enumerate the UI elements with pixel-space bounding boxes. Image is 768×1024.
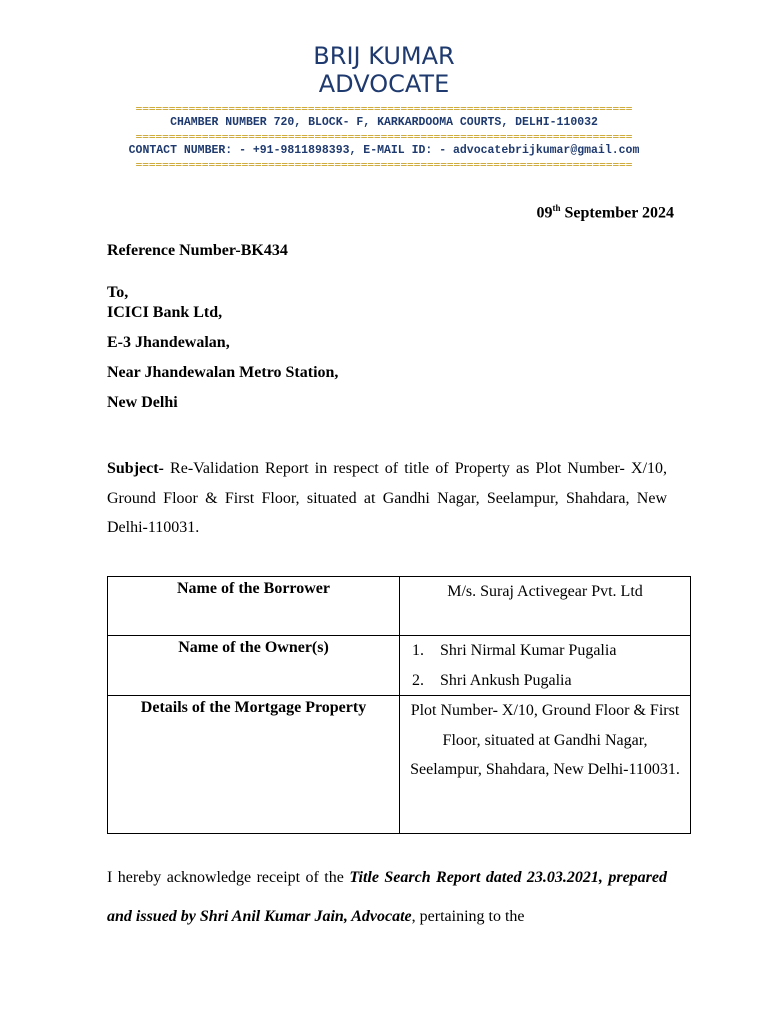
recipient-line-1: ICICI Bank Ltd, (107, 304, 223, 321)
firm-name-line2: ADVOCATE (318, 70, 450, 98)
details-table (107, 576, 691, 834)
subject-label: Subject- (107, 460, 164, 477)
ack-prefix: I hereby acknowledge receipt of the (107, 869, 350, 886)
ack-suffix: , pertaining to the (411, 908, 525, 925)
subject-text: Re-Validation Report in respect of title of Property as Plot Number- X/10, Ground Floor & First Floor, situated at Gandhi Nagar, Seelampur, Shahdara, New Delhi-110031. (107, 460, 668, 536)
owner-label: Name of the Owner(s) (108, 636, 400, 696)
chamber-address: CHAMBER NUMBER 720, BLOCK- F, KARKARDOOMA COURTS, DELHI-110032 (170, 116, 598, 129)
date-suffix: th (552, 203, 561, 213)
recipient-line-3: Near Jhandewalan Metro Station, (107, 364, 339, 381)
list-item (412, 666, 684, 696)
owners-list (406, 636, 684, 695)
recipient-address (107, 283, 338, 413)
contact-details: CONTACT NUMBER: - +91-9811898393, E-MAIL ID: - advocatebrijkumar@gmail.com (128, 144, 640, 157)
recipient-line-2: E-3 Jhandewalan, (107, 334, 230, 351)
subject-paragraph (107, 454, 667, 543)
divider-rule: =========================================================================== (135, 158, 633, 171)
owner-number: 1. (412, 642, 424, 659)
owner-name: Shri Ankush Pugalia (440, 671, 572, 689)
date-month-year: September 2024 (564, 204, 674, 222)
owner-number: 2. (412, 671, 424, 689)
property-value: Plot Number- X/10, Ground Floor & First Floor, situated at Gandhi Nagar, Seelampur, Shahdara, New Delhi-110031. (400, 696, 691, 834)
ack-emphasis: Title Search Report dated 23.03.2021, prepared and issued by Shri Anil Kumar Jain, Advocate (107, 869, 667, 925)
recipient-line-4: New Delhi (107, 394, 178, 411)
letterhead (0, 42, 768, 172)
owner-name: Shri Nirmal Kumar Pugalia (440, 642, 617, 659)
salutation: To, (107, 284, 129, 301)
acknowledgement-paragraph (107, 858, 667, 936)
list-item (412, 636, 684, 666)
reference-number: Reference Number-BK434 (107, 242, 288, 259)
table-row (108, 696, 691, 834)
date-day: 09 (536, 204, 553, 222)
letter-date (537, 203, 674, 222)
borrower-value: M/s. Suraj Activegear Pvt. Ltd (400, 577, 691, 636)
divider-rule: =========================================================================== (135, 130, 633, 143)
table-row (108, 636, 691, 696)
divider-rule: =========================================================================== (135, 102, 633, 115)
borrower-label: Name of the Borrower (108, 577, 400, 636)
property-label: Details of the Mortgage Property (108, 696, 400, 834)
table-row (108, 577, 691, 636)
firm-name-line1: BRIJ KUMAR (313, 42, 455, 70)
owner-value (400, 636, 691, 696)
